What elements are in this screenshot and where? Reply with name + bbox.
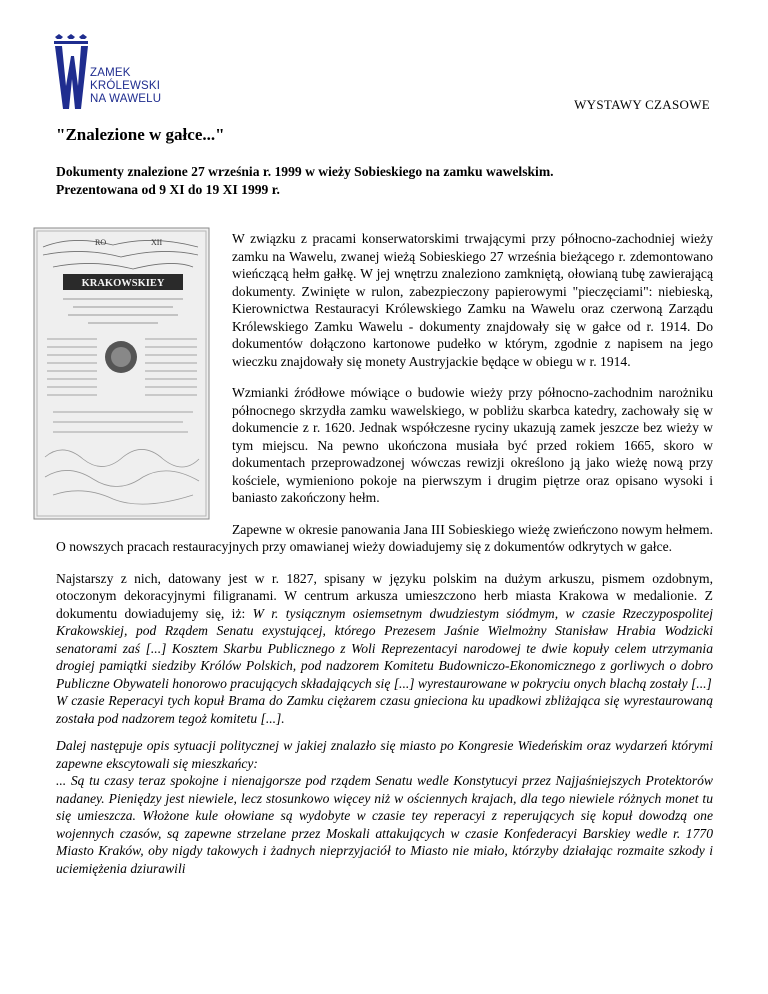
document-photo: [33, 227, 210, 520]
subtitle: [56, 163, 716, 199]
logo: [52, 34, 182, 114]
paragraph-4-quote-2: W czasie Reperacyi tych kopuł Brama do Zamku ciężarem czasu gnieciona ku upadkowi zbliżająca się wyrestaurowaną została pod nadzorem tegoż komitetu [...].: [56, 693, 713, 726]
paragraph-6: ... Są tu czasy teraz spokojne i nienajgorsze pod rządem Senatu wedle Konstytucyi przez Najjaśniejszych Protektorów nadaney. Pieniędzy jest niewiele, lecz stosunkowo więcey niż w ościennych krajach, dla tego niewiele różnych monet tu się umieszcza. Włożone kule ołowiane są wydobyte w czasie tey reperacyi z reperujących się kopuł dowodzą one wojennych czasów, są zapewne strzelane przez Moskali attakujących w czasie Konfederacyi Barskiey wedle r. 1770 Miasto Kraków, oby nigdy takowych i żadnych nieprzyjaciół to Miasto nie miało, którzyby działając rozmaite szkody i uciemiężenia dziurawili: [56, 773, 713, 876]
section-label: WYSTAWY CZASOWE: [574, 97, 710, 112]
paragraph-4-quote: W r. tysiącznym osiemsetnym dwudziestym siódmym, w czasie Rzeczypospolitej Krakowskiej, pod Rządem Senatu exystującej, którego Prezesem Jaśnie Wielmożny Stanisław Hrabia Wodzicki senatorami zaś [...] Kosztem Skarbu Publicznego z Woli Reprezentacyi narodowej te dwie kopuły celem utrzymania drogiej pamiątki siedziby Królów Polskich, pod nadzorem Komitetu Budowniczo-Ekonomicznego z gorliwych o dobro Publiczne Obywateli honorowo pracujących składających się [...] wyrestaurowane w pokryciu onych blachą zostały [...]: [56, 605, 713, 691]
wawel-crown-w-icon: [52, 34, 92, 114]
logo-text: [90, 67, 161, 106]
subtitle-line: Prezentowana od 9 XI do 19 XI 1999 r.: [56, 182, 280, 197]
subtitle-line: Dokumenty znalezione 27 września r. 1999 w wieży Sobieskiego na zamku wawelskim.: [56, 164, 554, 179]
photo-text: KRAKOWSKIEY: [81, 278, 165, 289]
paragraph-5: Dalej następuje opis sytuacji politycznej w jakiej znalazło się miasto po Kongresie Wiedeńskim oraz wydarzeń którymi zapewne ekscytowali się mieszkańcy:: [56, 738, 713, 771]
paragraph-4: [56, 570, 713, 728]
page-title: "Znalezione w gałce...": [56, 125, 225, 144]
paragraph-4-text: Najstarszy z nich, datowany jest w r. 1827, spisany w języku polskim na dużym arkuszu, pismem ozdobnym, otoczonym dekoracyjnymi filigranami. W centrum arkusza umieszczono herb miasta Krakowa w medalionie. Z dokumentu dowiadujemy się, iż:: [56, 570, 713, 621]
paragraph-1: W związku z pracami konserwatorskimi trwającymi przy północno-zachodniej wieży zamku na Wawelu, zwanej wieżą Sobieskiego 27 września bieżącego r. zdemontowano wieńczącą hełm gałkę. W jej wnętrzu znaleziono zamkniętą, ołowianą tubę zawierającą dokumenty. Zwinięte w rulon, zabezpieczony papierowymi "pieczęciami": niebieską, Kierownictwa Restauracyi Królewskiego Zamku na Wawelu oraz czerwoną Zarządu Królewskiego Zamku Wawelu - dokumenty znajdowały się w gałce od r. 1914. Do dokumentów dołączono kartonowe pudełko w którym, zgodnie z napisem na jego wieczku znajdowały się monety Austryjackie będące w obiegu w r. 1914.: [232, 231, 713, 369]
article-body: [56, 230, 713, 891]
paragraph-2: Wzmianki źródłowe mówiące o budowie wieży przy północno-zachodnim narożniku północnego skrzydła zamku wawelskiego, w pobliżu skarbca katedry, zachowały się w dokumencie z r. 1620. Jednak współczesne ryciny ukazują zamek jeszcze bez wieży w tym miejscu. Na pewno ukończona musiała być przed rokiem 1665, skoro w dokumentach przeprowadzonej wówczas rewizji określono ją jako wieżę nową przy kościele, wymieniono pokoje na pierwszym i drugim piętrze oraz opisano wysoki i baniasto zakończony hełm.: [232, 385, 713, 505]
logo-line: NA WAWELU: [90, 93, 162, 105]
photo-text: RO: [95, 238, 107, 247]
paragraph-3: Zapewne w okresie panowania Jana III Sobieskiego wieżę zwieńczono nowym hełmem. O nowszych pracach restauracyjnych przy omawianej wieży dowiadujemy się z dokumentów odkrytych w gałce.: [56, 521, 713, 554]
logo-line: KRÓLEWSKI: [90, 80, 161, 92]
logo-line: ZAMEK: [90, 67, 131, 79]
photo-text: XII: [151, 238, 163, 247]
